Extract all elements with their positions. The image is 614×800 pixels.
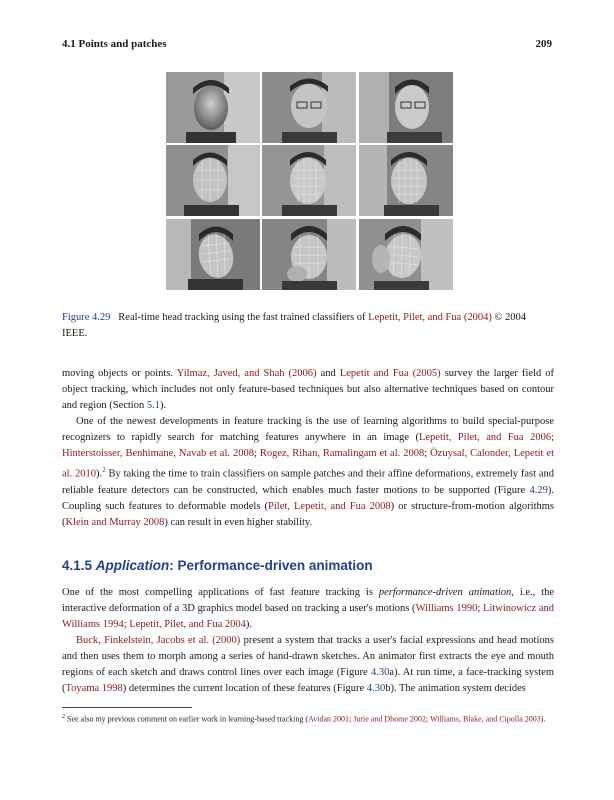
section-title-rest: : Performance-driven animation bbox=[169, 558, 373, 573]
citation-link[interactable]: Hinterstoisser, Benhimane, Navab et al. 2008 bbox=[62, 448, 254, 459]
body-paragraphs-lower bbox=[62, 585, 554, 697]
paragraph: Buck, Finkelstein, Jacobs et al. (2000) present a system that tracks a user's facial expressions and head motions and then uses them to morph among a series of hand-drawn sketches. An animator first extracts the eye and mouth regions of each sketch and draws control lines over each image (Figure 4.30a). At run time, a face-tracking system (Toyama 1998) determines the current location of these features (Figure 4.30b). The animation system decides bbox=[62, 635, 554, 694]
citation-link[interactable]: Toyama 1998 bbox=[65, 683, 123, 694]
caption-text: Real-time head tracking using the fast trained classifiers of bbox=[118, 312, 366, 323]
citation-link[interactable]: Avidan 2001 bbox=[308, 714, 350, 724]
figure-link[interactable]: 4.30 bbox=[366, 683, 386, 694]
face-frame bbox=[359, 219, 453, 290]
citation-link[interactable]: Klein and Murray 2008 bbox=[65, 516, 165, 528]
citation-link[interactable]: Lepetit, Pilet, and Fua 2006 bbox=[419, 432, 552, 443]
citation-link[interactable]: Pilet, Lepetit, and Fua 2008 bbox=[268, 500, 391, 512]
section-link[interactable]: 5.1 bbox=[146, 400, 160, 411]
paragraph: moving objects or points. Yilmaz, Javed, and Shah (2006) and Lepetit and Fua (2005) survey the larger field of object tracking, which includes not only feature-based techniques but also alternative techniques based on contour and region (Section 5.1). bbox=[62, 368, 555, 411]
running-header bbox=[62, 38, 552, 52]
face-frame bbox=[166, 145, 260, 216]
citation-link[interactable]: Buck, Finkelstein, Jacobs et al. (2000) bbox=[76, 635, 241, 646]
footnote: $^2$ See also my previous comment on earlier work in learning-based tracking (Avidan 2001; Jurie and Dhome 2002; Williams, Blake, and Cipolla 2003). bbox=[62, 714, 546, 724]
body-paragraphs-upper bbox=[62, 366, 554, 531]
citation-link[interactable]: Yilmaz, Javed, and Shah (2006) bbox=[176, 368, 317, 379]
figure-caption bbox=[62, 310, 554, 342]
paragraph: One of the most compelling applications of fast feature tracking is performance-driven animation, i.e., the interactive deformation of a 3D graphics model based on tracking a user's motions (Williams 1990; Litwinowicz and Williams 1994; Lepetit, Pilet, and Fua 2004). bbox=[62, 587, 555, 630]
figure-link[interactable]: 4.29 bbox=[529, 484, 548, 496]
citation-link[interactable]: Jurie and Dhome 2002 bbox=[353, 714, 426, 724]
copyright-notice: © 2004 IEEE. bbox=[62, 312, 527, 339]
face-frame bbox=[359, 72, 453, 143]
page-number: 209 bbox=[535, 38, 552, 50]
figure-image-grid bbox=[166, 72, 453, 290]
figure-link[interactable]: 4.30 bbox=[370, 667, 390, 678]
citation-link[interactable]: Lepetit, Pilet, and Fua (2004) bbox=[368, 312, 492, 323]
citation-link[interactable]: Lepetit, Pilet, and Fua 2004 bbox=[129, 619, 246, 630]
face-frame bbox=[262, 145, 356, 216]
section-title bbox=[62, 558, 373, 573]
citation-link[interactable]: Williams, Blake, and Cipolla 2003 bbox=[429, 714, 541, 724]
section-title-emphasis: Application bbox=[95, 558, 170, 573]
footnote-marker[interactable]: 2 bbox=[102, 466, 106, 474]
footnote-rule bbox=[62, 707, 192, 708]
section-number: 4.1.5 bbox=[62, 558, 93, 573]
citation-link[interactable]: Lepetit and Fua (2005) bbox=[339, 368, 441, 379]
face-frame bbox=[166, 219, 260, 290]
citation-link[interactable]: Özuysal, Calonder, Lepetit et al. 2010 bbox=[62, 448, 554, 480]
citation-link[interactable]: Litwinowicz and Williams 1994 bbox=[62, 603, 554, 630]
footnote-number: 2 bbox=[62, 714, 65, 720]
face-frame bbox=[262, 72, 356, 143]
face-frame bbox=[359, 145, 453, 216]
paragraph: One of the newest developments in feature tracking is the use of learning algorithms to build special-purpose recognizers to rapidly search for matching features anywhere in an image (Lepetit, Pilet, and Fua 2006; Hinterstoisser, Benhimane, Navab et al. 2008; Rogez, Rihan, Ramalingam et al. 2008; Özuysal, Calonder, Lepetit et al. 2010).$^2$ By taking the time to train classifiers on sample patches and their affine deformations, extremely fast and reliable feature detectors can be constructed, which enables much faster motions to be supported (Figure 4.29). Coupling such features to deformable models (Pilet, Lepetit, and Fua 2008) or structure-from-motion algorithms (Klein and Murray 2008) can result in even higher stability. bbox=[62, 416, 554, 528]
face-frame bbox=[262, 219, 356, 290]
face-frame bbox=[166, 72, 260, 143]
citation-link[interactable]: Rogez, Rihan, Ramalingam et al. 2008 bbox=[259, 448, 425, 459]
figure-label: Figure 4.29 bbox=[62, 312, 111, 323]
section-heading: 4.1 Points and patches bbox=[62, 38, 167, 50]
citation-link[interactable]: Williams 1990 bbox=[415, 603, 478, 614]
